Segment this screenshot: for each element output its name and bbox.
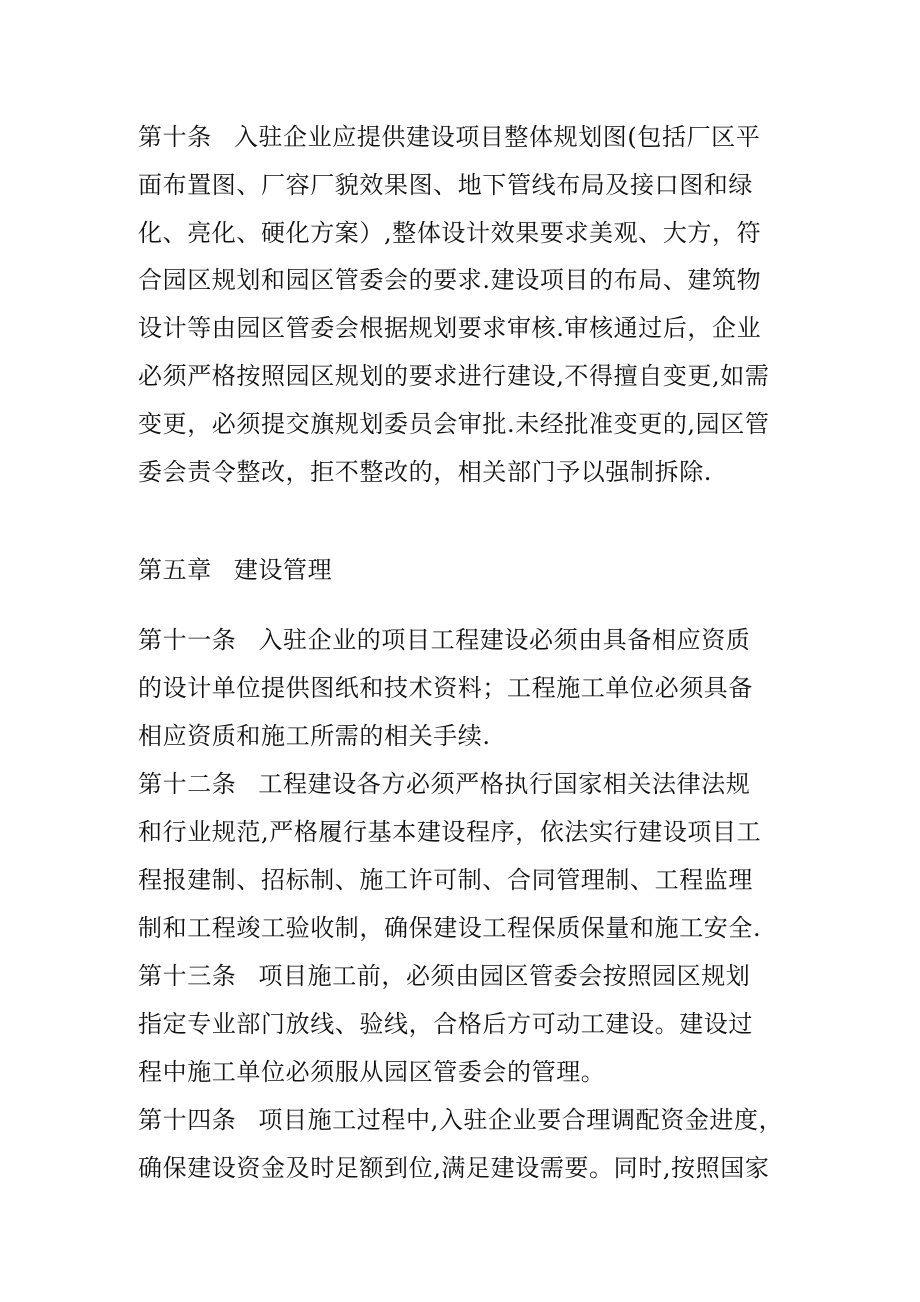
article-10-line-8: 委会责令整改，拒不整改的，相关部门予以强制拆除. [138, 458, 713, 486]
article-12-text: 工程建设各方必须严格执行国家相关法律法规 [258, 770, 751, 798]
article-12-title: 第十二条 [138, 770, 237, 798]
article-14-title: 第十四条 [138, 1106, 237, 1134]
article-11-line-3: 相应资质和施工所需的相关手续. [138, 722, 491, 750]
chapter-title: 建设管理 [233, 556, 333, 584]
article-11-line-2: 的设计单位提供图纸和技术资料；工程施工单位必须具备 [138, 674, 753, 702]
article-14-text: 项目施工过程中,入驻企业要合理调配资金进度， [258, 1106, 784, 1134]
article-11-text: 入驻企业的项目工程建设必须由具备相应资质 [258, 626, 751, 654]
article-10-line-1 [138, 122, 788, 152]
article-12-line-4: 制和工程竣工验收制，确保建设工程保质保量和施工安全. [138, 914, 762, 942]
article-13-line-1 [138, 961, 788, 991]
article-10-title: 第十条 [138, 123, 212, 151]
article-13-line-3: 程中施工单位必须服从园区管委会的管理。 [138, 1058, 606, 1086]
article-13-text: 项目施工前，必须由园区管委会按照园区规划 [258, 962, 751, 990]
article-12-line-3: 程报建制、招标制、施工许可制、合同管理制、工程监理 [138, 866, 753, 894]
article-10-line-7: 变更，必须提交旗规划委员会审批.未经批准变更的,园区管 [138, 410, 770, 438]
article-13-title: 第十三条 [138, 962, 237, 990]
article-10-line-3: 化、亮化、硬化方案）,整体设计效果要求美观、大方，符 [138, 219, 762, 247]
article-10-text: 入驻企业应提供建设项目整体规划图(包括厂区平 [233, 123, 761, 151]
chapter-number: 第五章 [138, 556, 212, 584]
article-14-line-2: 确保建设资金及时足额到位,满足建设需要。同时,按照国家 [138, 1154, 770, 1182]
article-10-line-4: 合园区规划和园区管委会的要求.建设项目的布局、建筑物 [138, 266, 762, 294]
article-10-line-6: 必须严格按照园区规划的要求进行建设,不得擅自变更,如需 [138, 362, 770, 390]
article-11-line-1 [138, 625, 788, 655]
chapter-heading [138, 555, 788, 585]
article-12-line-1 [138, 769, 788, 799]
article-10-line-5: 设计等由园区管委会根据规划要求审核.审核通过后，企业 [138, 314, 762, 342]
article-10-line-2: 面布置图、厂容厂貌效果图、地下管线布局及接口图和绿 [138, 171, 753, 199]
article-14-line-1 [138, 1105, 788, 1135]
article-11-title: 第十一条 [138, 626, 237, 654]
article-13-line-2: 指定专业部门放线、验线，合格后方可动工建设。建设过 [138, 1010, 753, 1038]
article-12-line-2: 和行业规范,严格履行基本建设程序，依法实行建设项目工 [138, 818, 762, 846]
